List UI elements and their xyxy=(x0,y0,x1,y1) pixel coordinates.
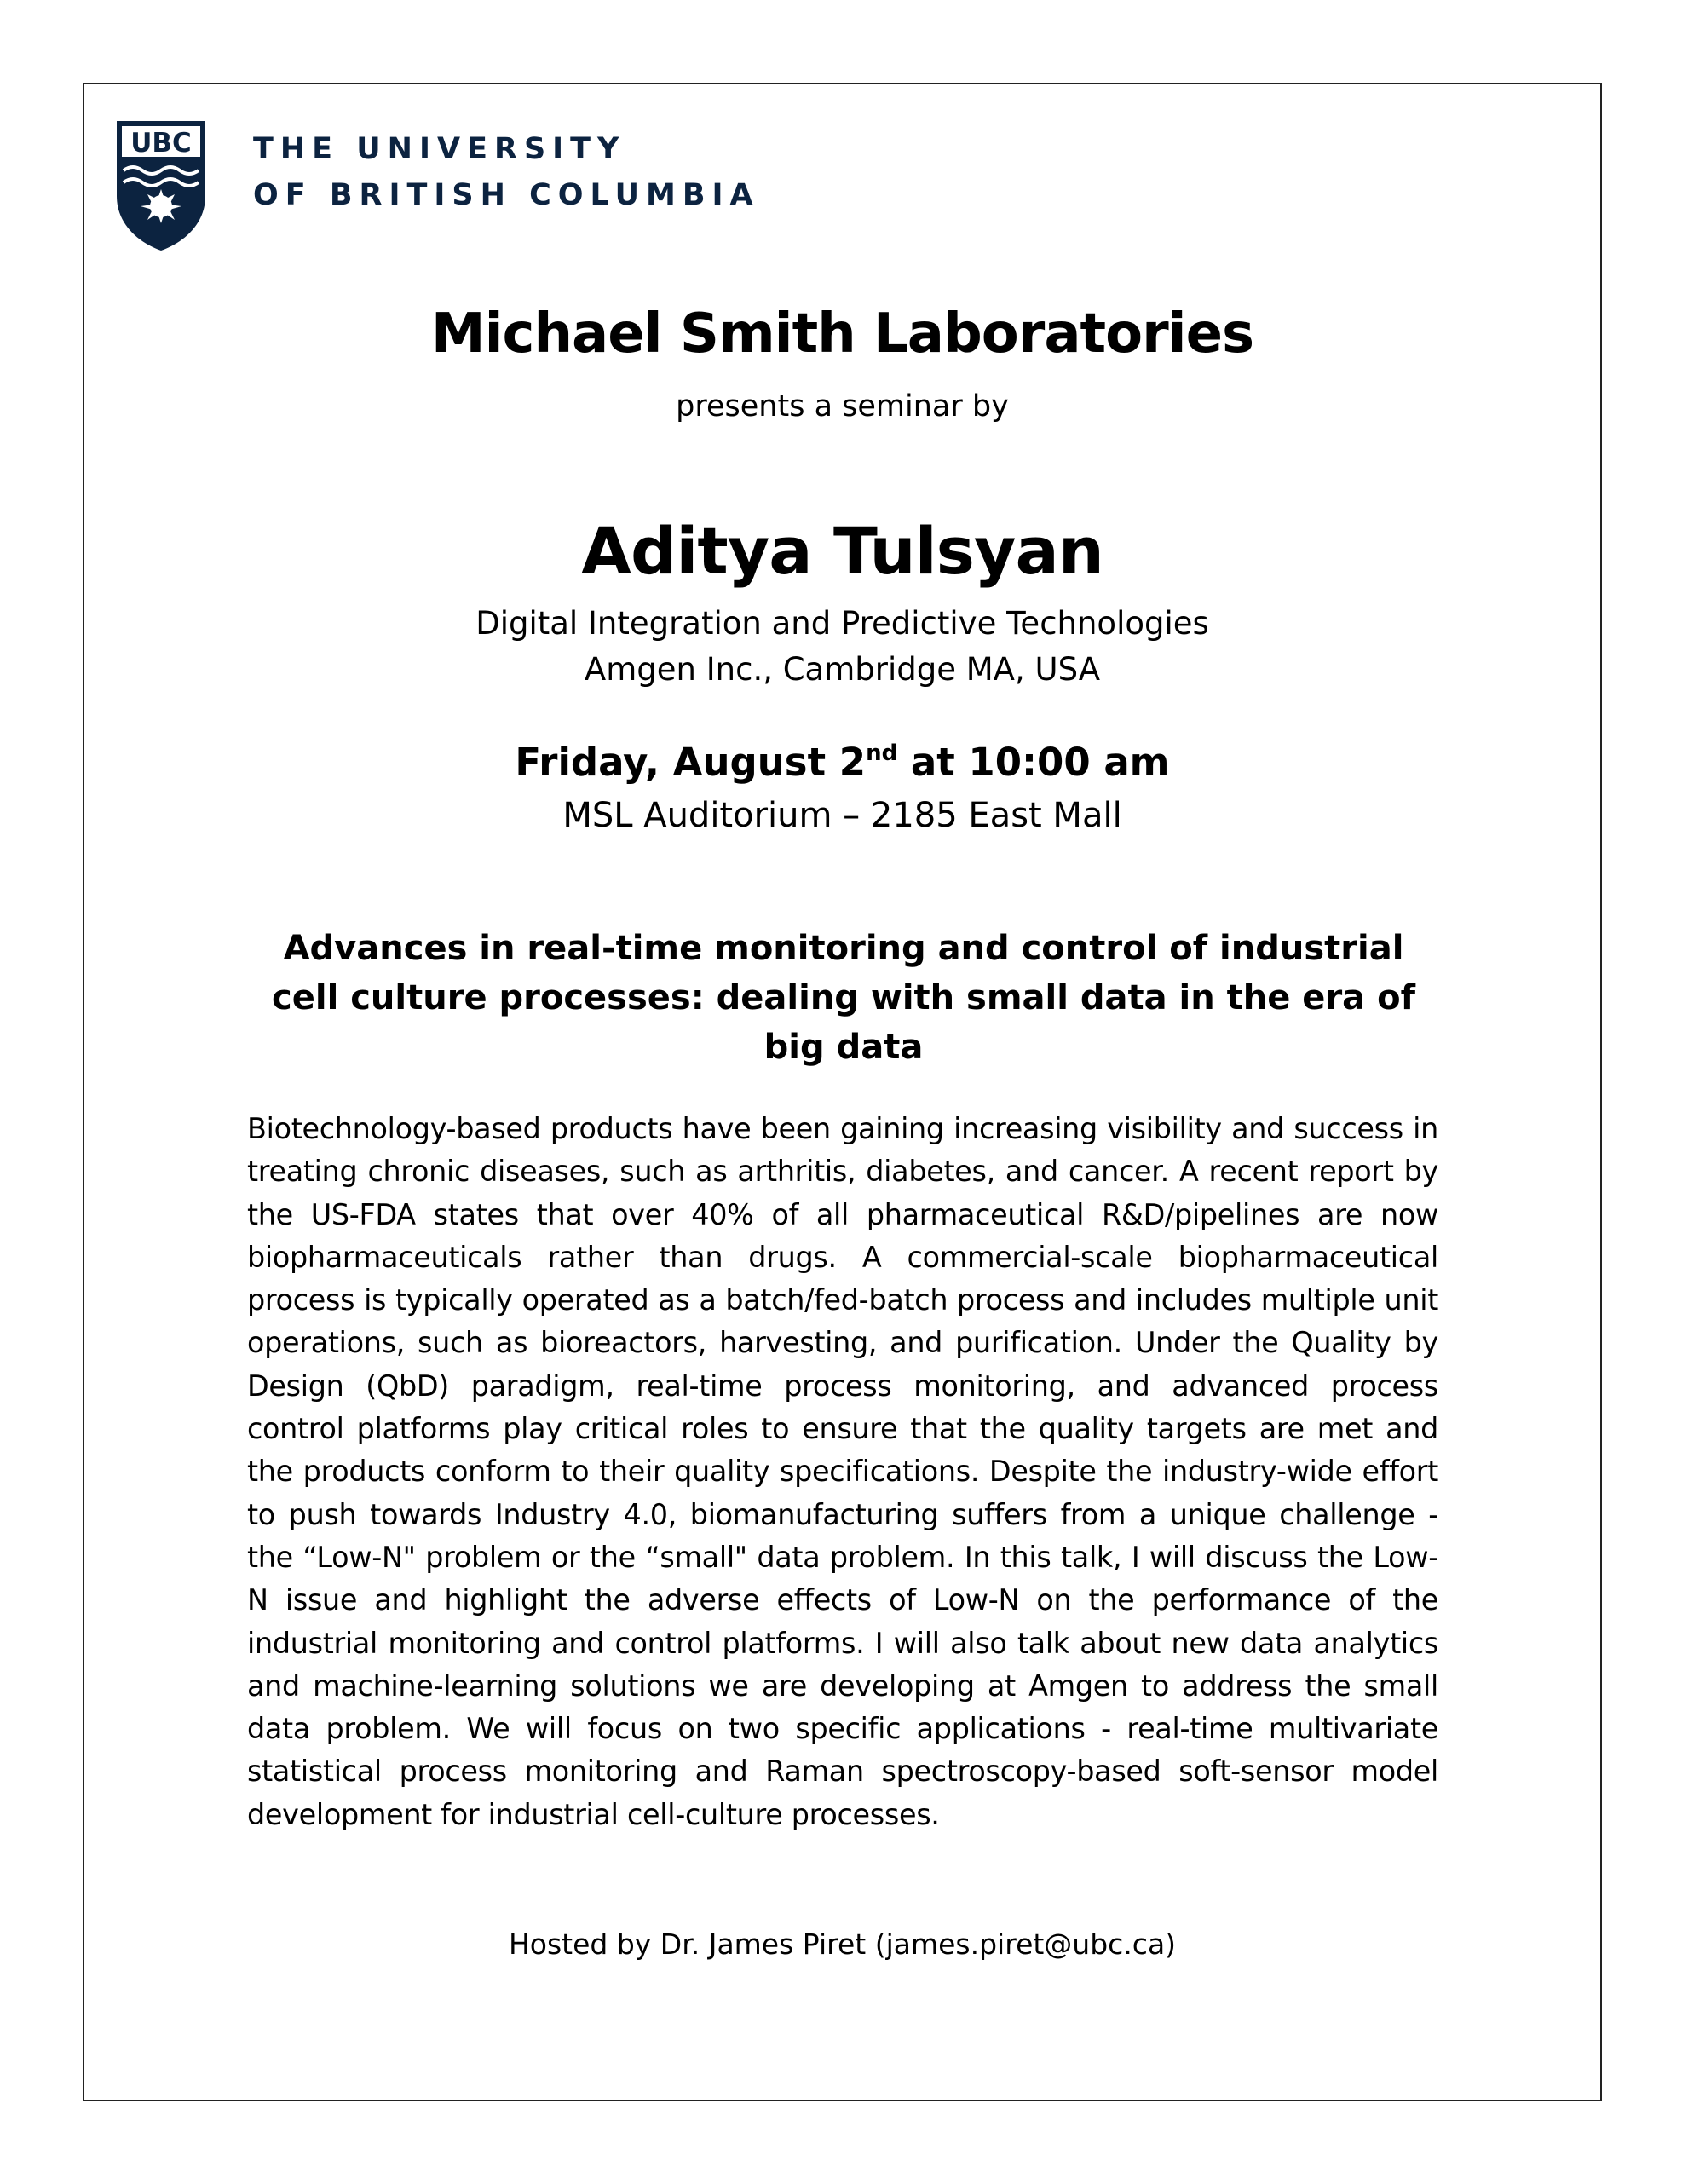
speaker-affiliation xyxy=(83,601,1602,693)
university-name xyxy=(253,126,760,218)
event-date: Friday, August 2 xyxy=(515,740,867,785)
event-time: at 10:00 am xyxy=(897,740,1170,785)
speaker-name: Aditya Tulsyan xyxy=(581,513,1103,589)
event-venue: MSL Auditorium – 2185 East Mall xyxy=(562,796,1122,835)
university-line-2: OF BRITISH COLUMBIA xyxy=(253,178,760,212)
crest-label: UBC xyxy=(130,128,192,158)
talk-abstract: Biotechnology-based products have been gaining increasing visibility and success in treating chronic diseases, such as arthritis, diabetes, and cancer. A recent report by the US-FDA states that over 40% of all pharmaceutical R&D/pipelines are now biopharmaceuticals rather than drugs. A commercial-scale biopharmaceutical process is typically operated as a batch/fed-batch process and includes multiple unit operations, such as bioreactors, harvesting, and purification. Under the Quality by Design (QbD) paradigm, real-time process monitoring, and advanced process control platforms play critical roles to ensure that the quality targets are met and the products conform to their quality specifications. Despite the industry-wide effort to push towards Industry 4.0, biomanufacturing suffers from a unique challenge - the “Low-N" problem or the “small" data problem. In this talk, I will discuss the Low-N issue and highlight the adverse effects of Low-N on the performance of the industrial monitoring and control platforms. I will also talk about new data analytics and machine-learning solutions we are developing at Amgen to address the small data problem. We will focus on two specific applications - real-time multivariate statistical process monitoring and Raman spectroscopy-based soft-sensor model development for industrial cell-culture processes. xyxy=(247,1112,1438,1831)
host-line: Hosted by Dr. James Piret (james.piret@ubc.ca) xyxy=(508,1928,1177,1961)
date-ordinal-suffix: nd xyxy=(866,740,898,766)
event-datetime xyxy=(83,740,1602,785)
affiliation-line-2: Amgen Inc., Cambridge MA, USA xyxy=(584,651,1101,688)
organizer-title: Michael Smith Laboratories xyxy=(430,303,1254,366)
talk-title: Advances in real-time monitoring and control of industrial cell culture processes: dealing with small data in the era of big data xyxy=(272,929,1415,1067)
ubc-crest-logo xyxy=(113,118,209,252)
affiliation-line-1: Digital Integration and Predictive Technologies xyxy=(475,605,1209,642)
presents-line: presents a seminar by xyxy=(676,389,1009,424)
university-line-1: THE UNIVERSITY xyxy=(253,132,626,166)
